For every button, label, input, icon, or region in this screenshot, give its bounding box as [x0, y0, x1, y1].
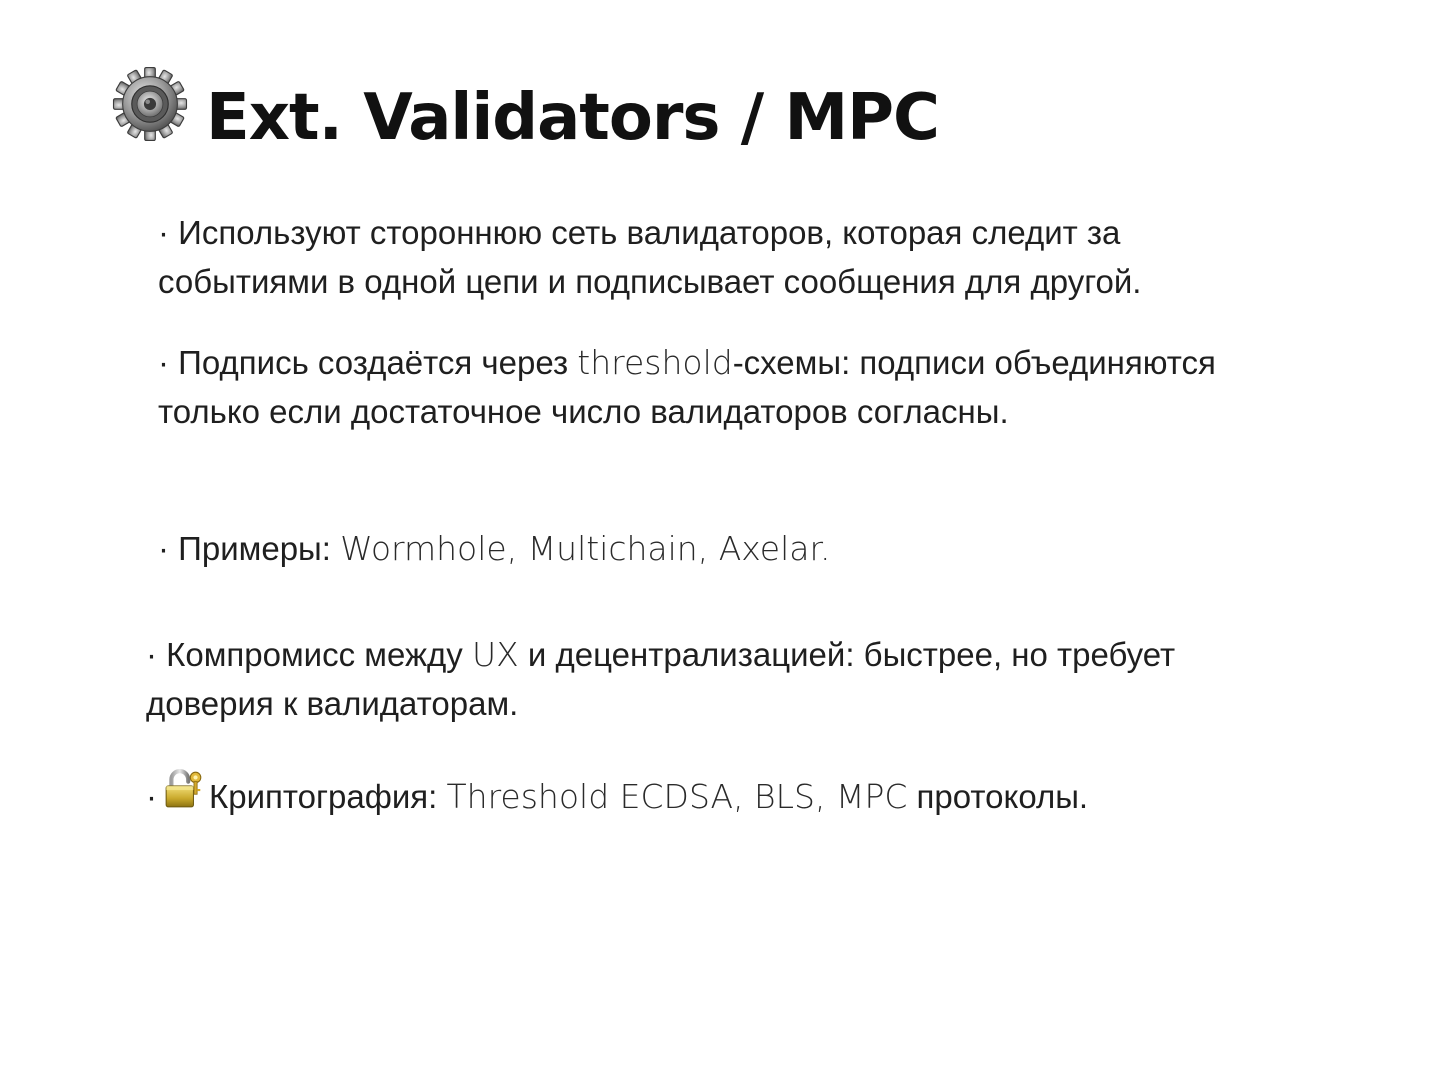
bullet-text-pre: · Подпись создаётся через: [158, 344, 578, 381]
bullet-text-pre: Криптография:: [209, 778, 447, 815]
bullet-crypto-list: Threshold ECDSA, BLS, MPC: [446, 777, 908, 816]
bullet-tradeoff: [146, 630, 1226, 728]
bullet-cryptography: [146, 768, 1266, 821]
title-row: [112, 72, 939, 155]
bullet-text: · Используют стороннюю сеть валидаторов, которая следит за событиями в одной цепи и подписывает сообщения для другой.: [158, 214, 1142, 300]
bullet-text-pre: · Примеры:: [158, 530, 341, 567]
bullet-term-ux: UX: [471, 635, 519, 674]
bullet-dot: ·: [146, 778, 157, 815]
gear-icon: [112, 66, 188, 142]
lock-icon: [163, 768, 205, 810]
bullet-examples: [158, 524, 1258, 573]
page-title: Ext. Validators / MPC: [206, 81, 939, 155]
bullet-external-validators: [158, 208, 1298, 306]
bullet-text-pre: · Компромисс между: [146, 636, 472, 673]
bullet-examples-list: Wormhole, Multichain, Axelar.: [340, 529, 831, 568]
bullet-term-threshold: threshold: [577, 343, 733, 382]
bullet-text-post: -схемы: подписи объединяются только если достаточное число валидаторов согласны.: [158, 344, 1216, 430]
bullet-text-post: протоколы.: [907, 778, 1089, 815]
bullet-threshold-signature: [158, 338, 1238, 436]
bullet-text-post: и децентрализацией: быстрее, но требует доверия к валидаторам.: [146, 636, 1176, 722]
